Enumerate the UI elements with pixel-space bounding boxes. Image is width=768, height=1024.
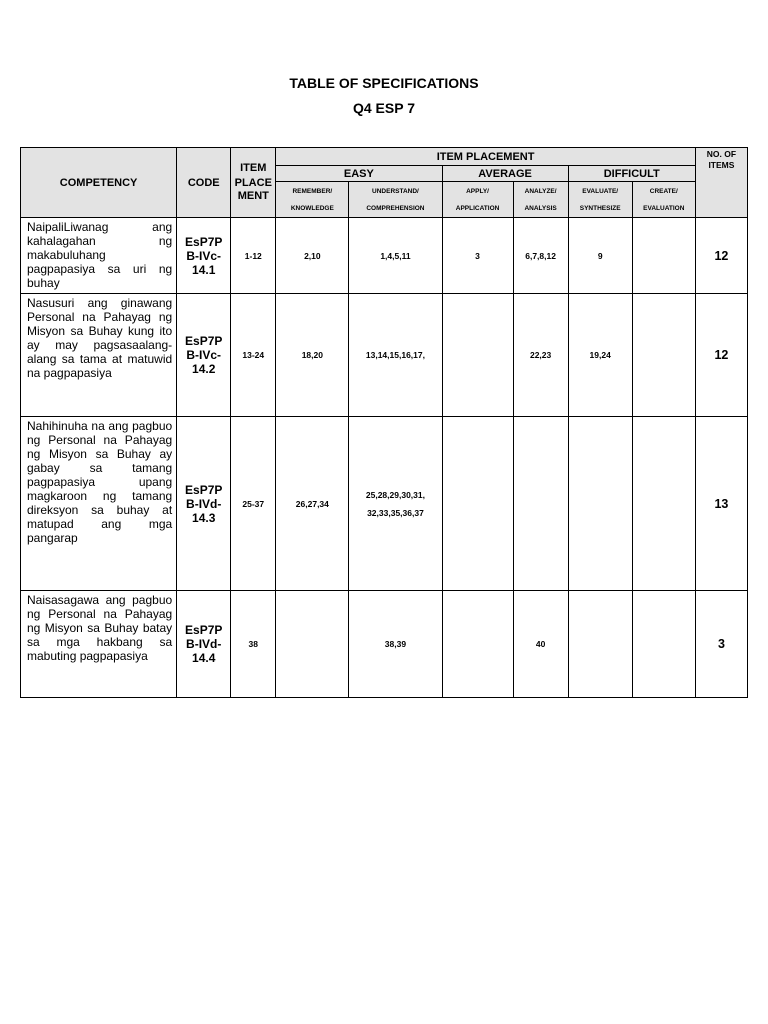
- competency-cell: Naisasagawa ang pagbuo ng Personal na Pahayag ng Misyon sa Buhay batay sa mga hakbang sa mabuting pagpapasiya: [21, 591, 177, 698]
- total-items-cell: 12: [695, 294, 747, 417]
- code-cell: EsP7P B-IVc- 14.1: [177, 218, 231, 294]
- item-range-cell: 25-37: [231, 417, 276, 591]
- item-range-cell: 1-12: [231, 218, 276, 294]
- remember-cell: 18,20: [276, 294, 349, 417]
- understand-cell: 13,14,15,16,17,: [349, 294, 442, 417]
- header-easy: EASY: [276, 166, 442, 182]
- understand-cell: 38,39: [349, 591, 442, 698]
- total-items-cell: 13: [695, 417, 747, 591]
- analyze-cell: [513, 417, 568, 591]
- header-item-placement: ITEM PLACEMENT: [276, 148, 696, 166]
- code-cell: EsP7P B-IVd- 14.4: [177, 591, 231, 698]
- understand-cell: 1,4,5,11: [349, 218, 442, 294]
- apply-cell: [442, 294, 513, 417]
- table-row: [21, 294, 748, 417]
- header-understand: UNDERSTAND/ COMPREHENSION: [349, 182, 442, 218]
- header-item-placement-range: ITEM PLACE MENT: [231, 148, 276, 218]
- item-range-cell: 38: [231, 591, 276, 698]
- remember-cell: [276, 591, 349, 698]
- header-apply: APPLY/ APPLICATION: [442, 182, 513, 218]
- item-range-cell: 13-24: [231, 294, 276, 417]
- header-create: CREATE/ EVALUATION: [632, 182, 695, 218]
- create-cell: [632, 294, 695, 417]
- analyze-cell: 40: [513, 591, 568, 698]
- table-row: [21, 591, 748, 698]
- table-header: [21, 148, 748, 218]
- total-items-cell: 12: [695, 218, 747, 294]
- create-cell: [632, 417, 695, 591]
- competency-cell: NaipaliLiwanag ang kahalagahan ng makabuluhang pagpapasiya sa uri ng buhay: [21, 218, 177, 294]
- header-average: AVERAGE: [442, 166, 568, 182]
- analyze-cell: 22,23: [513, 294, 568, 417]
- competency-cell: Nahihinuha na ang pagbuo ng Personal na Pahayag ng Misyon sa Buhay ay gabay sa tamang pagpapasiya upang magkaroon ng tamang direksyon sa buhay at matupad ang mga pangarap: [21, 417, 177, 591]
- remember-cell: 26,27,34: [276, 417, 349, 591]
- total-items-cell: 3: [695, 591, 747, 698]
- evaluate-cell: 9: [568, 218, 632, 294]
- competency-cell: Nasusuri ang ginawang Personal na Pahayag ng Misyon sa Buhay kung ito ay may pagsasaalang-alang sa tama at matuwid na pagpapasiya: [21, 294, 177, 417]
- code-cell: EsP7P B-IVd- 14.3: [177, 417, 231, 591]
- document-title: TABLE OF SPECIFICATIONS: [289, 75, 479, 91]
- header-competency: COMPETENCY: [21, 148, 177, 218]
- code-cell: EsP7P B-IVc- 14.2: [177, 294, 231, 417]
- create-cell: [632, 591, 695, 698]
- apply-cell: [442, 591, 513, 698]
- header-evaluate: EVALUATE/ SYNTHESIZE: [568, 182, 632, 218]
- apply-cell: [442, 417, 513, 591]
- header-remember: REMEMBER/ KNOWLEDGE: [276, 182, 349, 218]
- header-analyze: ANALYZE/ ANALYSIS: [513, 182, 568, 218]
- apply-cell: 3: [442, 218, 513, 294]
- evaluate-cell: [568, 417, 632, 591]
- table-row: [21, 218, 748, 294]
- header-difficult: DIFFICULT: [568, 166, 695, 182]
- remember-cell: 2,10: [276, 218, 349, 294]
- header-code: CODE: [177, 148, 231, 218]
- document-subtitle: Q4 ESP 7: [352, 100, 415, 116]
- understand-cell: 25,28,29,30,31, 32,33,35,36,37: [349, 417, 442, 591]
- table-row: [21, 417, 748, 591]
- analyze-cell: 6,7,8,12: [513, 218, 568, 294]
- create-cell: [632, 218, 695, 294]
- evaluate-cell: 19,24: [568, 294, 632, 417]
- evaluate-cell: [568, 591, 632, 698]
- header-no-of-items: NO. OF ITEMS: [695, 148, 747, 218]
- specifications-table: [20, 147, 748, 698]
